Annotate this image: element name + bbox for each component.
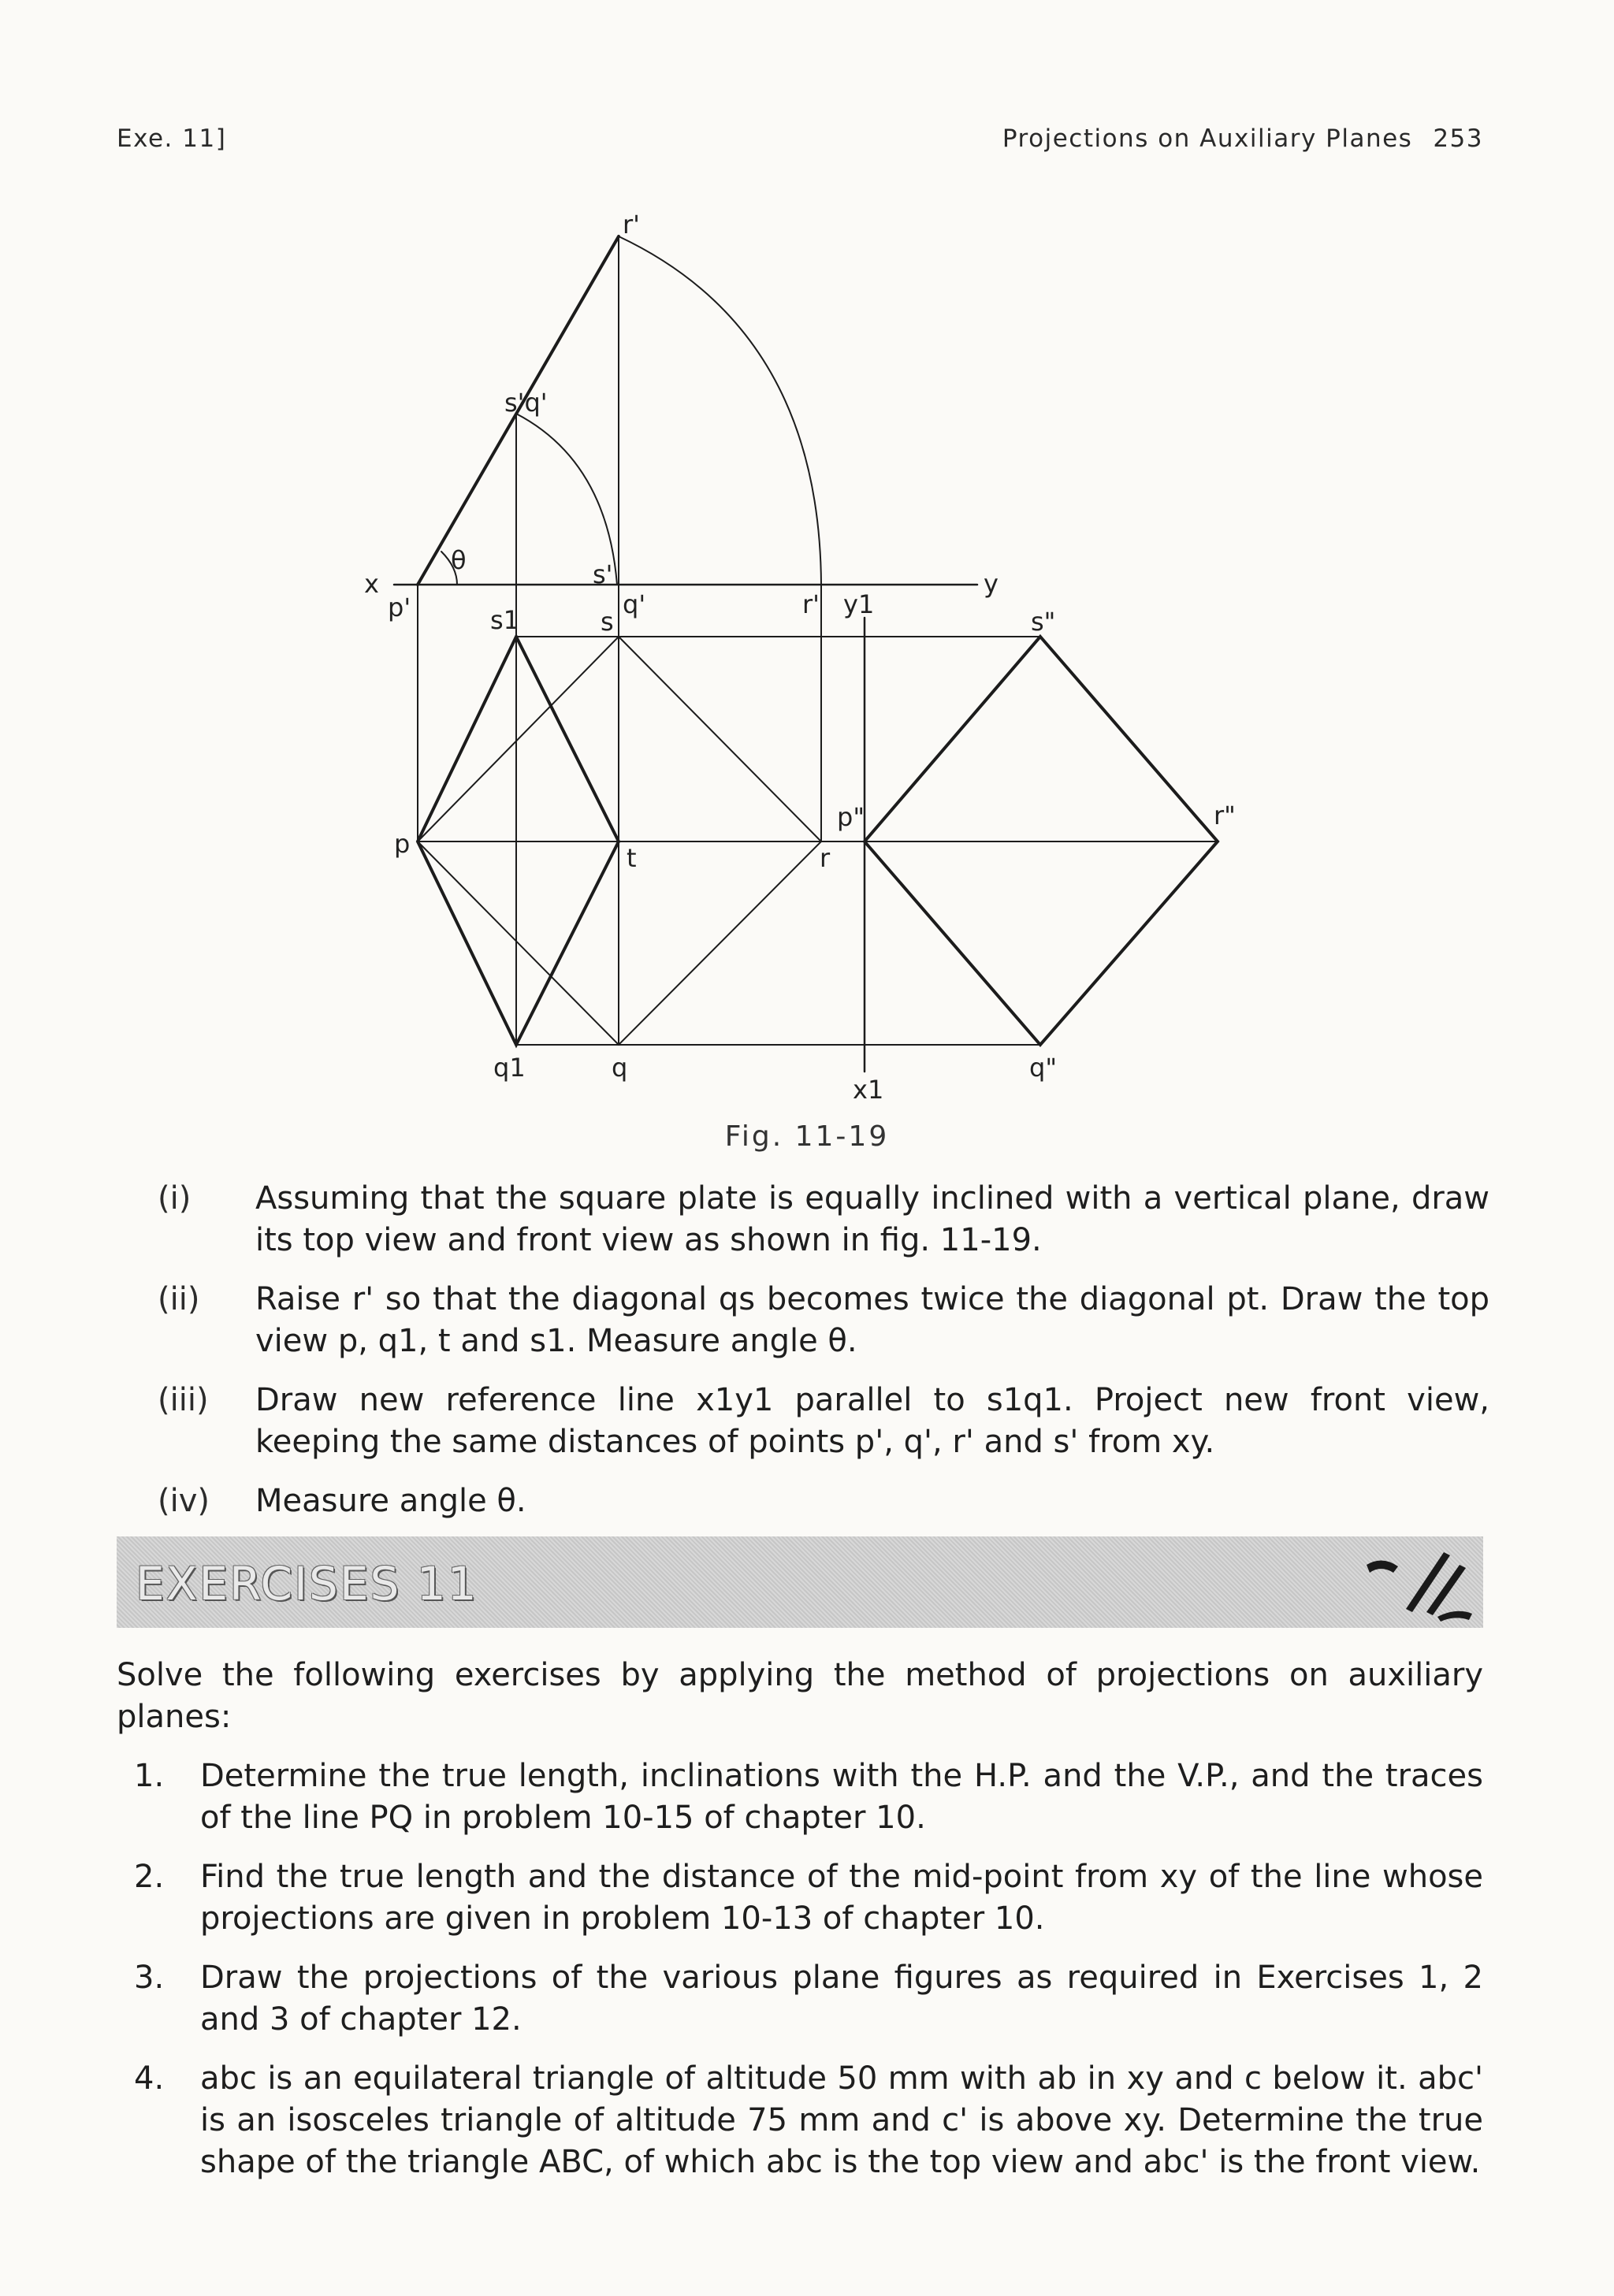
decorative-pen-mark-icon xyxy=(1351,1541,1477,1623)
section-heading: EXERCISES 11 xyxy=(136,1557,478,1611)
list-item xyxy=(158,1481,1489,1522)
exercises-banner xyxy=(117,1536,1483,1628)
arc-r-prime xyxy=(619,236,821,585)
list-item xyxy=(134,2058,1483,2183)
exercise-number: 2. xyxy=(134,1859,165,1895)
exercise-text: abc is an equilateral triangle of altitude 50 mm with ab in xy and c below it. abc' is an isosceles triangle of altitude 75 mm and c' is above xy. Determine the true shape of the triangle ABC, of which abc is the top view and abc' is the front view. xyxy=(200,2060,1483,2180)
label-s-prime-mid: s' xyxy=(593,559,613,589)
list-item xyxy=(158,1178,1489,1261)
label-q-double: q" xyxy=(1029,1053,1058,1083)
label-x1: x1 xyxy=(853,1075,884,1105)
label-y1: y1 xyxy=(843,589,875,619)
label-q: q xyxy=(612,1053,628,1083)
exercise-number: 4. xyxy=(134,2060,165,2097)
label-q-prime: q' xyxy=(623,589,646,619)
exercise-text: Draw the projections of the various plane figures as required in Exercises 1, 2 and 3 of chapter 12. xyxy=(200,1960,1483,2038)
step-number: (iv) xyxy=(158,1483,210,1519)
construction-p-s xyxy=(418,637,619,841)
list-item xyxy=(134,1755,1483,1839)
list-item xyxy=(158,1279,1489,1362)
step-number: (iii) xyxy=(158,1382,209,1418)
running-header xyxy=(117,124,1483,162)
label-theta: θ xyxy=(451,545,467,575)
exercise-number: 1. xyxy=(134,1758,165,1794)
step-text: Assuming that the square plate is equally inclined with a vertical plane, draw its top view and front view as shown in fig. 11-19. xyxy=(255,1180,1489,1258)
header-right xyxy=(1002,124,1483,153)
label-p: p xyxy=(394,829,411,859)
label-r-double: r" xyxy=(1214,801,1236,830)
label-s: s xyxy=(601,607,614,637)
label-q1: q1 xyxy=(493,1053,526,1083)
label-p-prime: p' xyxy=(388,593,411,622)
step-number: (i) xyxy=(158,1180,192,1217)
list-item xyxy=(158,1380,1489,1463)
label-p-double: p" xyxy=(837,802,865,832)
label-s-double: s" xyxy=(1031,607,1056,637)
page-number: 253 xyxy=(1433,124,1483,153)
exercises-intro: Solve the following exercises by applying the method of projections on auxiliary planes: xyxy=(117,1657,1483,1735)
label-t: t xyxy=(627,843,637,873)
step-text: Measure angle θ. xyxy=(255,1483,526,1519)
exercise-number: 3. xyxy=(134,1960,165,1996)
construction-p-q xyxy=(418,841,619,1045)
exercise-text: Find the true length and the distance of the mid-point from xy of the line whose projections are given in problem 10-13 of chapter 10. xyxy=(200,1859,1483,1937)
label-r: r xyxy=(820,843,831,873)
running-title: Projections on Auxiliary Planes xyxy=(1002,124,1413,153)
step-number: (ii) xyxy=(158,1281,200,1317)
procedure-steps xyxy=(158,1178,1489,1540)
label-s-prime-q-prime: s'q' xyxy=(504,388,548,418)
exercise-list xyxy=(134,1755,1483,2201)
list-item xyxy=(134,1957,1483,2041)
label-x: x xyxy=(364,569,379,599)
label-r-prime-top: r' xyxy=(623,210,640,240)
figure-11-19 xyxy=(315,197,1324,1127)
step-text: Raise r' so that the diagonal qs becomes twice the diagonal pt. Draw the top view p, q1, t and s1. Measure angle θ. xyxy=(255,1281,1489,1359)
step-text: Draw new reference line x1y1 parallel to s1q1. Project new front view, keeping the same distances of points p', q', r' and s' from xy. xyxy=(255,1382,1489,1460)
figure-caption: Fig. 11-19 xyxy=(724,1120,890,1153)
label-s1: s1 xyxy=(490,605,520,635)
exercise-text: Determine the true length, inclinations with the H.P. and the V.P., and the traces of the line PQ in problem 10-15 of chapter 10. xyxy=(200,1758,1483,1836)
list-item xyxy=(134,1856,1483,1940)
label-y: y xyxy=(984,569,999,599)
label-r-prime-mid: r' xyxy=(802,589,820,619)
chapter-marker: Exe. 11] xyxy=(117,124,227,153)
